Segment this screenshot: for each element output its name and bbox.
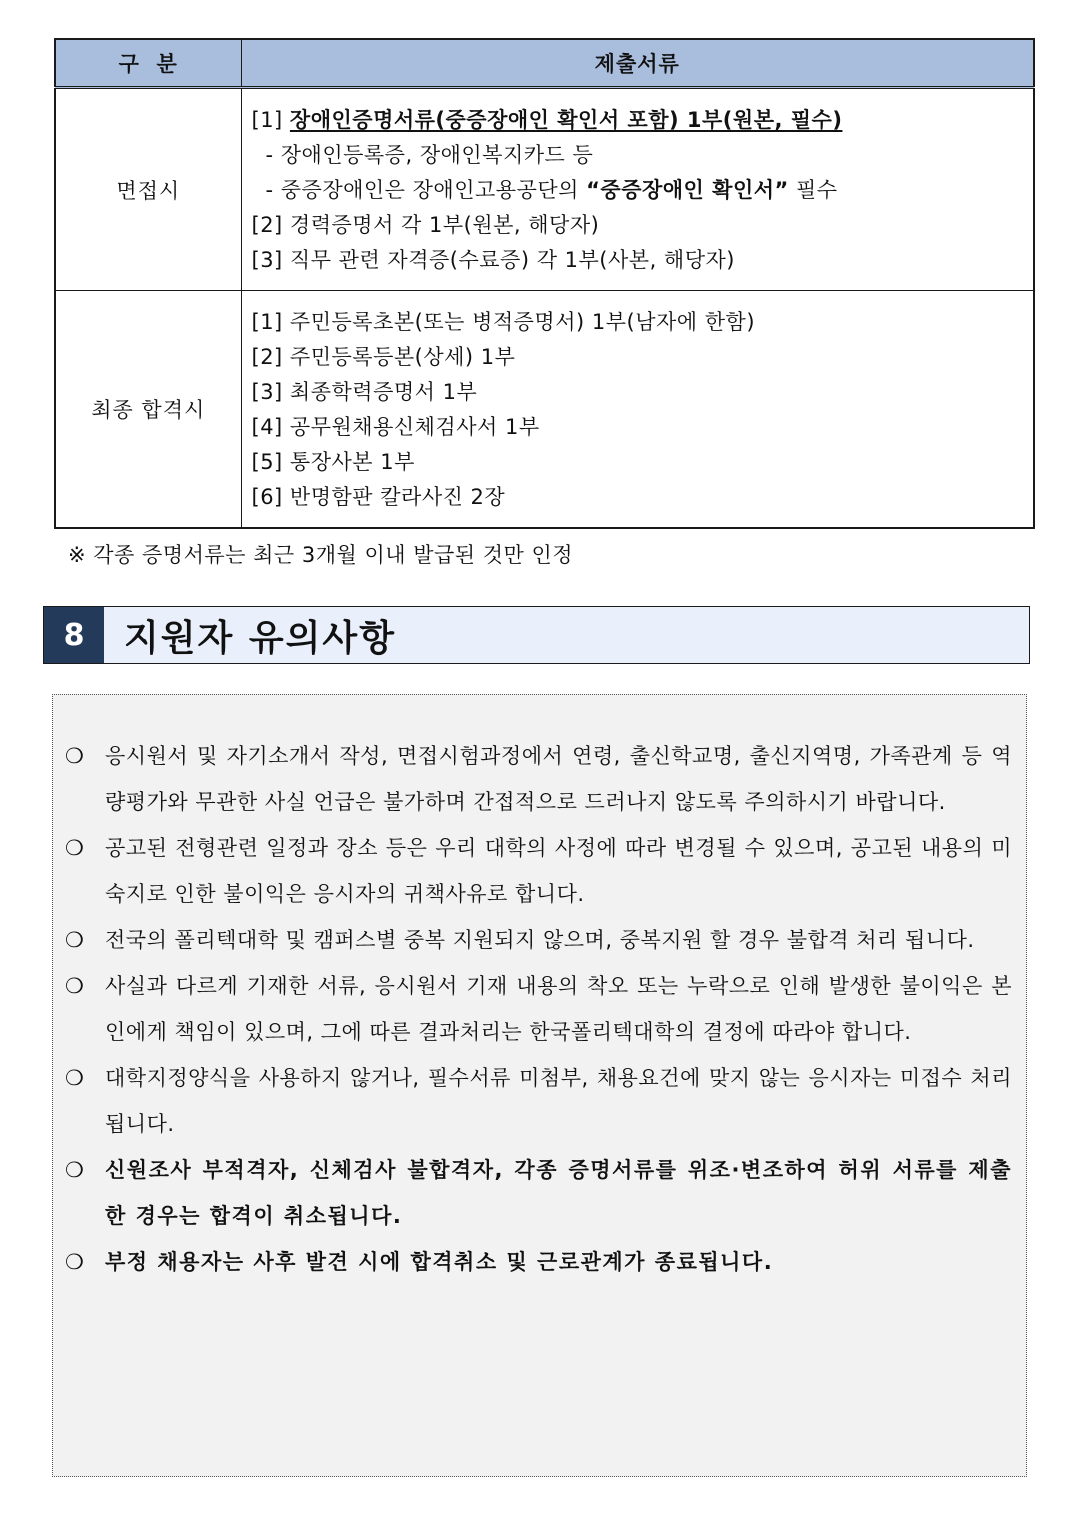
notice-item xyxy=(65,825,1012,917)
documents-final xyxy=(241,291,1034,529)
notice-item xyxy=(65,1055,1012,1147)
section-title: 지원자 유의사항 xyxy=(124,617,396,659)
doc-index: [1] xyxy=(251,108,290,132)
doc-text: - 중증장애인은 장애인고용공단의 xyxy=(265,178,587,202)
doc-line: [3] 직무 관련 자격증(수료증) 각 1부(사본, 해당자) xyxy=(251,248,735,272)
doc-line: [3] 최종학력증명서 1부 xyxy=(251,380,478,404)
table-row-interview xyxy=(55,88,1034,291)
documents-table xyxy=(54,38,1035,529)
doc-line: [1] 주민등록초본(또는 병적증명서) 1부(남자에 한함) xyxy=(251,310,756,334)
doc-line xyxy=(252,103,1024,138)
doc-line: - 장애인등록증, 장애인복지카드 등 xyxy=(265,143,594,167)
circle-bullet-icon: ❍ xyxy=(65,1066,85,1090)
doc-line: [2] 경력증명서 각 1부(원본, 해당자) xyxy=(251,213,600,237)
header-documents: 제출서류 xyxy=(241,39,1034,88)
documents-interview xyxy=(241,88,1034,291)
doc-line: [6] 반명함판 칼라사진 2장 xyxy=(251,485,506,509)
category-final: 최종 합격시 xyxy=(55,291,241,529)
notice-item-bold xyxy=(65,1147,1012,1239)
notice-text: 부정 채용자는 사후 발견 시에 합격취소 및 근로관계가 종료됩니다. xyxy=(105,1250,774,1274)
doc-line: [4] 공무원채용신체검사서 1부 xyxy=(251,415,540,439)
notice-item-bold xyxy=(65,1239,1012,1285)
section-number: 8 xyxy=(44,607,104,663)
circle-bullet-icon: ❍ xyxy=(65,744,85,768)
circle-bullet-icon: ❍ xyxy=(65,1250,86,1274)
category-interview: 면접시 xyxy=(55,88,241,291)
doc-line: [2] 주민등록등본(상세) 1부 xyxy=(251,345,516,369)
severe-disability-confirmation: “중증장애인 확인서” xyxy=(586,178,789,202)
notice-text: 공고된 전형관련 일정과 장소 등은 우리 대학의 사정에 따라 변경될 수 있으며, 공고된 내용의 미숙지로 인한 불이익은 응시자의 귀책사유로 합니다. xyxy=(105,836,1012,906)
circle-bullet-icon: ❍ xyxy=(65,974,85,998)
doc-text: 필수 xyxy=(788,178,838,202)
notice-text: 사실과 다르게 기재한 서류, 응시원서 기재 내용의 착오 또는 누락으로 인해 발생한 불이익은 본인에게 책임이 있으며, 그에 따른 결과처리는 한국폴리텍대학의 결정에 따라야 합니다. xyxy=(105,974,1012,1044)
circle-bullet-icon: ❍ xyxy=(65,928,85,952)
section-header xyxy=(43,606,1030,664)
doc-line xyxy=(252,173,1024,208)
table-row-final xyxy=(55,291,1034,529)
validity-note: ※ 각종 증명서류는 최근 3개월 이내 발급된 것만 인정 xyxy=(68,543,574,567)
notice-box xyxy=(52,694,1027,1477)
table-header-row xyxy=(55,39,1034,88)
notice-text: 신원조사 부적격자, 신체검사 불합격자, 각종 증명서류를 위조·변조하여 허위 서류를 제출한 경우는 합격이 취소됩니다. xyxy=(105,1158,1012,1228)
notice-item xyxy=(65,917,1012,963)
notice-item xyxy=(65,963,1012,1055)
notice-text: 응시원서 및 자기소개서 작성, 면접시험과정에서 연령, 출신학교명, 출신지역명, 가족관계 등 역량평가와 무관한 사실 언급은 불가하며 간접적으로 드러나지 않도록 주의하시기 바랍니다. xyxy=(105,744,1012,814)
doc-line: [5] 통장사본 1부 xyxy=(251,450,415,474)
disability-certificate-required: 장애인증명서류(중증장애인 확인서 포함) 1부(원본, 필수) xyxy=(289,108,843,132)
notice-text: 대학지정양식을 사용하지 않거나, 필수서류 미첨부, 채용요건에 맞지 않는 응시자는 미접수 처리됩니다. xyxy=(105,1066,1012,1136)
circle-bullet-icon: ❍ xyxy=(65,1158,86,1182)
header-category: 구 분 xyxy=(55,39,241,88)
notice-text: 전국의 폴리텍대학 및 캠퍼스별 중복 지원되지 않으며, 중복지원 할 경우 불합격 처리 됩니다. xyxy=(105,928,975,952)
circle-bullet-icon: ❍ xyxy=(65,836,85,860)
notice-item xyxy=(65,733,1012,825)
